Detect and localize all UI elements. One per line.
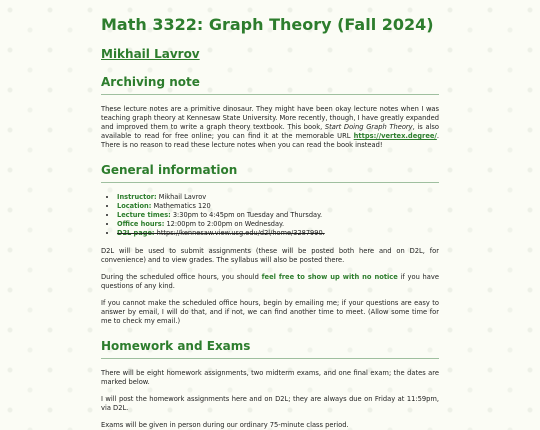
author-link[interactable]: Mikhail Lavrov [101, 47, 200, 61]
d2l-paragraph: D2L will be used to submit assignments (these will be posted both here and on D2L, for convenience) and to view grades. The syllabus will also be posted there. [101, 247, 439, 264]
archiving-paragraph [101, 105, 439, 150]
general-heading: General information [101, 163, 238, 177]
info-value: 12:00pm to 2:00pm on Wednesday. [164, 220, 285, 228]
archiving-text-2: , is also available to read for free online; you can find it at the memorable URL [101, 123, 439, 140]
email-paragraph: If you cannot make the scheduled office hours, begin by emailing me; if your questions are easy to answer by email, I will do that, and if not, we can find another time to meet. (Allow some time for me to check my email.) [101, 299, 439, 325]
homework-paragraph-3: Exams will be given in person during our ordinary 75-minute class period. [101, 421, 349, 429]
homework-heading: Homework and Exams [101, 339, 251, 353]
page-title: Math 3322: Graph Theory (Fall 2024) [101, 15, 434, 34]
main-content [101, 14, 439, 430]
office-text-2: if you have questions of any kind. [101, 273, 439, 290]
office-emphasis: feel free to show up with no notice [261, 273, 398, 281]
archiving-text-1: These lecture notes are a primitive dinosaur. They might have been okay lecture notes when I was teaching graph theory at Kennesaw State University. More recently, though, I have greatly expanded and improved them to write a graph theory textbook. This book, [101, 105, 439, 131]
info-item-lecture-times [117, 211, 439, 220]
office-hours-paragraph [101, 273, 439, 291]
homework-paragraph-1: There will be eight homework assignments, two midterm exams, and one final exam; the dates are marked below. [101, 369, 439, 386]
info-label: Location: [117, 202, 152, 210]
section-divider [101, 182, 439, 183]
info-list [101, 193, 439, 238]
archiving-text-3: . There is no reason to read these lecture notes when you can read the book instead! [101, 132, 439, 149]
homework-paragraph-2: I will post the homework assignments here and on D2L; they are always due on Friday at 11:59pm, via D2L. [101, 395, 439, 412]
info-value: Mikhail Lavrov [156, 193, 207, 201]
info-item-instructor [117, 193, 439, 202]
info-label: Instructor: [117, 193, 157, 201]
info-item-location [117, 202, 439, 211]
office-text-1: During the scheduled office hours, you should [101, 273, 262, 281]
info-value: 3:30pm to 4:45pm on Tuesday and Thursday. [170, 211, 323, 219]
archiving-heading: Archiving note [101, 75, 200, 89]
info-item-d2l-page[interactable] [117, 229, 439, 238]
section-divider [101, 358, 439, 359]
d2l-url[interactable]: https://kennesaw.view.usg.edu/d2l/home/3287990. [154, 229, 325, 237]
book-title: Start Doing Graph Theory [324, 123, 413, 131]
info-item-office-hours [117, 220, 439, 229]
info-label: D2L page: [117, 229, 155, 237]
book-url-link[interactable]: https://vertex.degree/ [353, 132, 437, 140]
info-value: Mathematics 120 [151, 202, 211, 210]
section-divider [101, 94, 439, 95]
info-label: Lecture times: [117, 211, 171, 219]
info-label: Office hours: [117, 220, 165, 228]
